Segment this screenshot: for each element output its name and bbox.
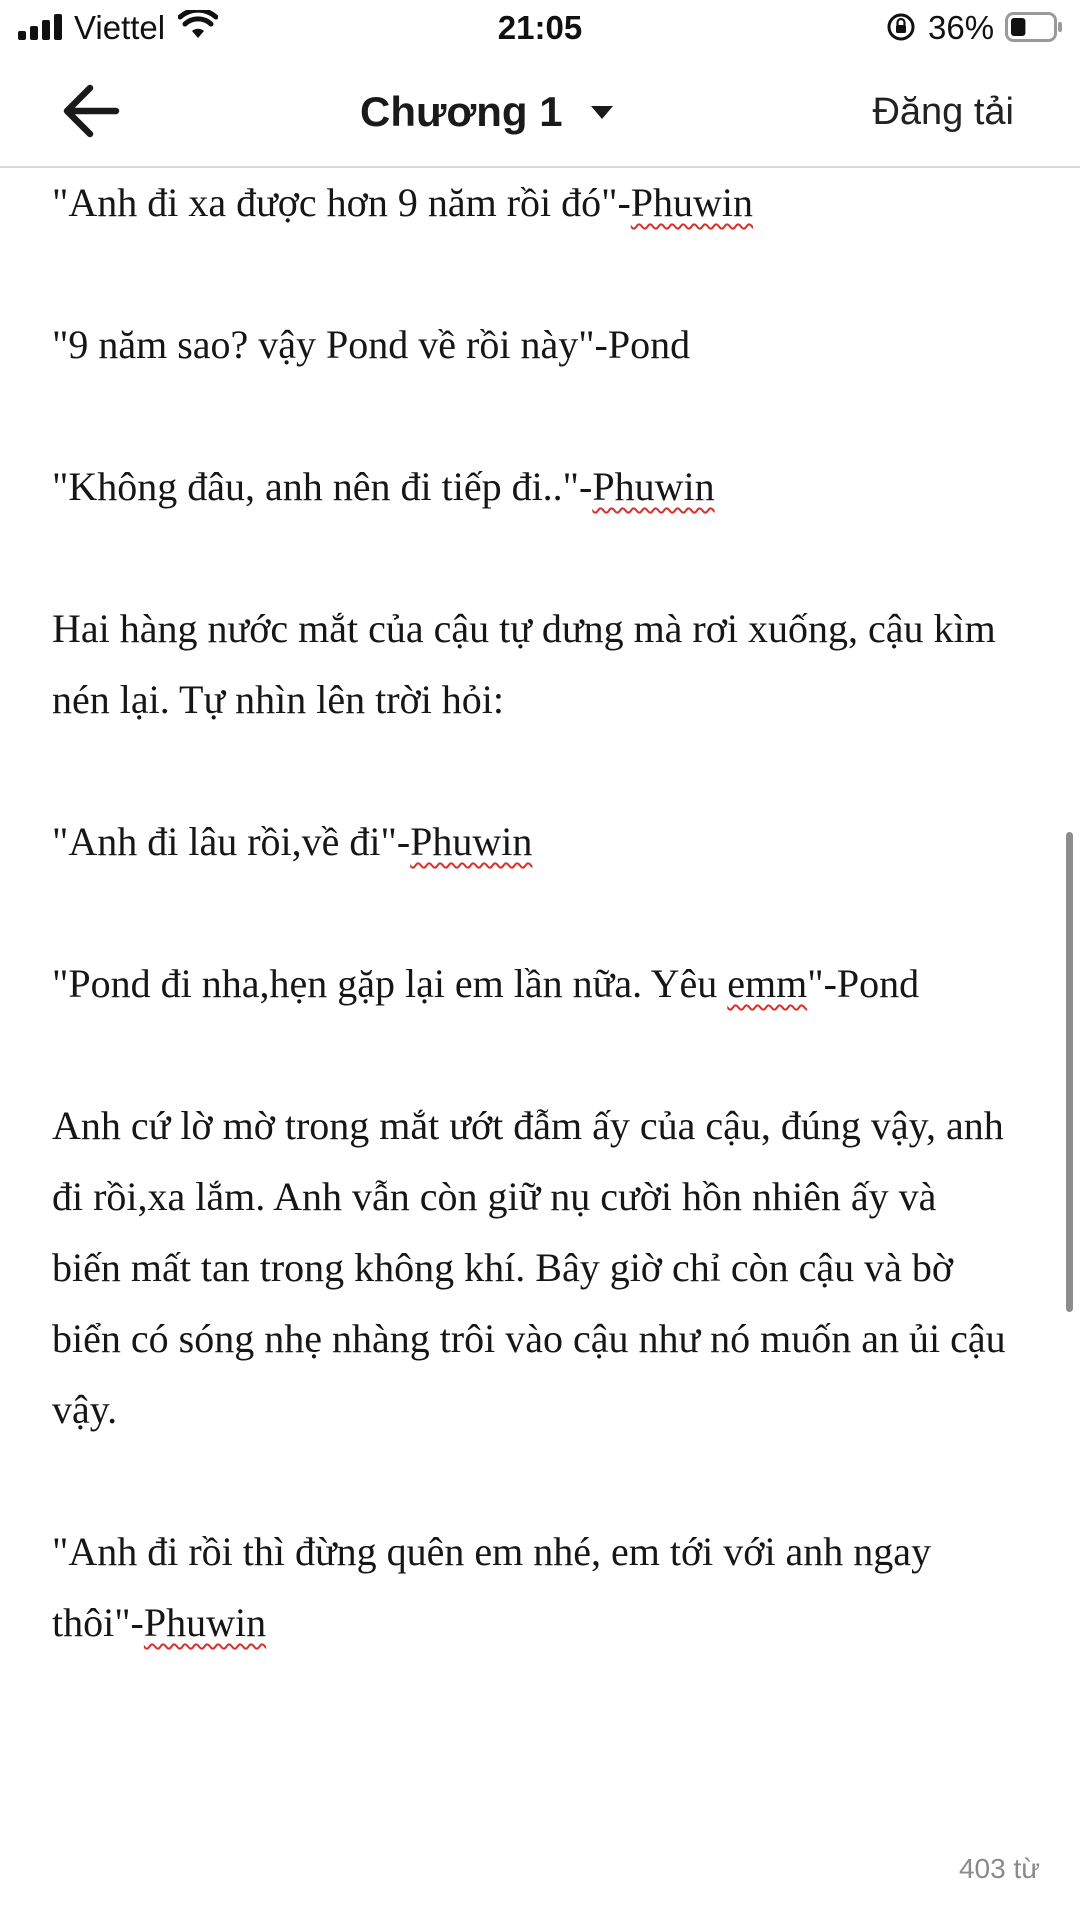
editor-header [0, 56, 1080, 168]
story-paragraph [52, 1090, 1012, 1445]
story-paragraph [52, 1516, 1012, 1658]
battery-percentage: 36% [928, 9, 995, 46]
paragraph-text: Hai hàng nước mắt của cậu tự dưng mà rơi xuống, cậu kìm nén lại. Tự nhìn lên trời hỏi: [52, 606, 996, 722]
paragraph-text: "Anh đi rồi thì đừng quên em nhé, em tới với anh ngay thôi"- [52, 1529, 932, 1645]
story-paragraph [52, 451, 1012, 522]
status-bar [0, 0, 1080, 56]
carrier-name: Viettel [74, 9, 166, 46]
caret-down-icon [587, 102, 617, 122]
paragraph-text: "Anh đi xa được hơn 9 năm rồi đó"- [52, 180, 631, 225]
publish-button[interactable]: Đăng tải [872, 91, 1014, 133]
clock: 21:05 [497, 9, 583, 46]
misspelled-word: Phuwin [410, 819, 533, 864]
chapter-selector[interactable] [360, 82, 617, 142]
story-paragraph [52, 806, 1012, 877]
chapter-title: Chương 1 [360, 88, 563, 135]
story-paragraph [52, 593, 1012, 735]
misspelled-word: Phuwin [630, 180, 754, 225]
battery-icon [1005, 12, 1063, 42]
word-count: 403 từ [958, 1853, 1040, 1884]
story-text-editor[interactable] [52, 167, 1012, 1827]
misspelled-word: Phuwin [592, 464, 715, 509]
misspelled-word: emm [727, 961, 808, 1006]
paragraph-text: "9 năm sao? vậy Pond về rồi này"-Pond [52, 322, 691, 367]
rotation-lock-icon [886, 12, 916, 42]
story-paragraph [52, 309, 1012, 380]
paragraph-text: Anh cứ lờ mờ trong mắt ướt đẫm ấy của cậu, đúng vậy, anh đi rồi,xa lắm. Anh vẫn còn giữ nụ cười hồn nhiên ấy và biến mất tan trong không khí. Bây giờ chỉ còn cậu và bờ biển có sóng nhẹ nhàng trôi vào cậu như nó muốn an ủi cậu vậy. [52, 1103, 1006, 1432]
paragraph-text: "Pond đi nha,hẹn gặp lại em lần nữa. Yêu [52, 961, 728, 1006]
story-paragraph [52, 948, 1012, 1019]
bottom-fade [0, 1790, 1080, 1830]
paragraph-text: "-Pond [807, 961, 920, 1006]
paragraph-text: "Không đâu, anh nên đi tiếp đi.."- [52, 464, 593, 509]
paragraph-text: "Anh đi lâu rồi,về đi"- [52, 819, 411, 864]
arrow-left-icon[interactable] [56, 80, 126, 142]
scrollbar[interactable] [1066, 832, 1073, 1312]
misspelled-word: Phuwin [143, 1600, 267, 1645]
story-paragraph [52, 167, 1012, 238]
